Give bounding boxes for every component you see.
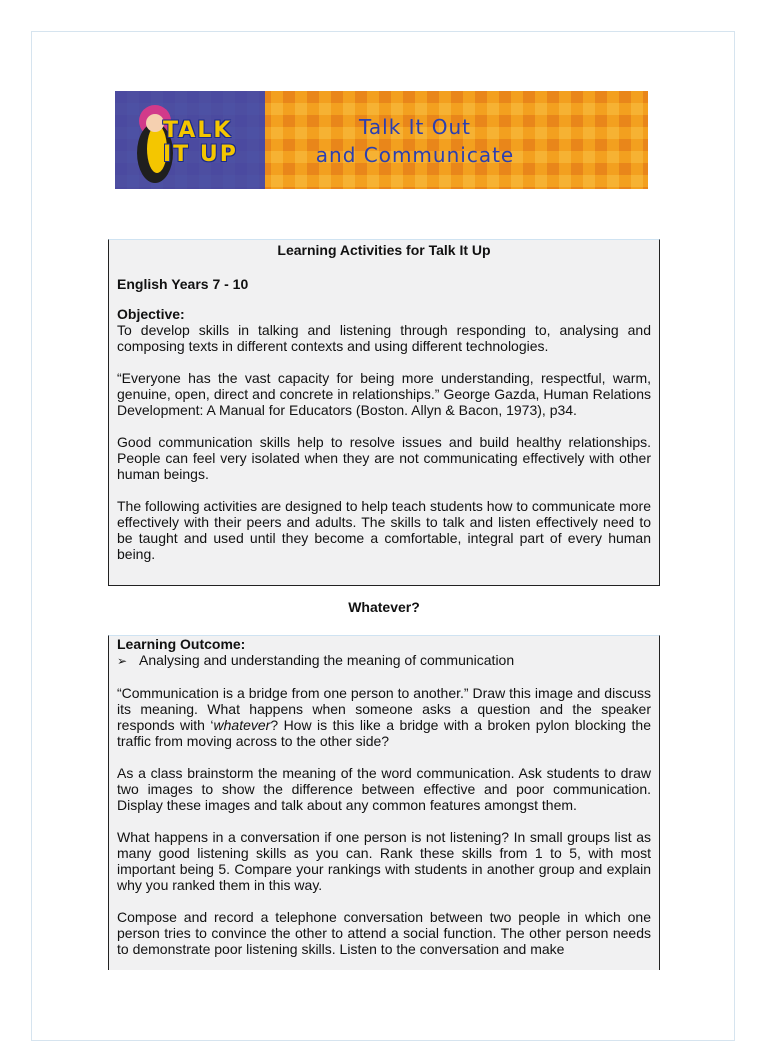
objective-text: To develop skills in talking and listening through responding to, analysing and composing texts in different contexts and using different technologies. [117, 322, 651, 354]
learning-activities-box [108, 239, 660, 586]
outcome-heading: Learning Outcome: [117, 636, 246, 652]
bullet-text: Analysing and understanding the meaning of communication [139, 652, 515, 668]
bridge-paragraph [117, 685, 651, 749]
talk-it-up-banner [115, 91, 648, 189]
gazda-quote: “Everyone has the vast capacity for being more understanding, respectful, warm, genuine, open, direct and concrete in relationships.” George Gazda, Human Relations Development: A Manual for Educators (Boston. Allyn & Bacon, 1973), p34. [117, 370, 651, 418]
year-subtitle: English Years 7 - 10 [117, 276, 249, 292]
arrow-bullet-icon: ➢ [117, 654, 128, 668]
banner-title [285, 113, 545, 169]
activities-paragraph: The following activities are designed to help teach students how to communicate more effectively with their peers and adults. The skills to talk and listen effectively need to be taught and used until they become a comfortable, integral part of every human being. [117, 498, 651, 562]
objective-heading: Objective: [117, 306, 185, 322]
bridge-text-end: ? How is this like a bridge with a broken pylon blocking the traffic from moving across to the other side? [117, 717, 651, 749]
banner-title-line-2: and Communicate [315, 143, 515, 167]
communication-paragraph: Good communication skills help to resolve issues and build healthy relationships. People can feel very isolated when they are not communicating effectively with other human beings. [117, 434, 651, 482]
outcome-bullet [117, 652, 651, 669]
bridge-italic-word: whatever [213, 717, 271, 733]
telephone-paragraph: Compose and record a telephone conversation between two people in which one person tries to convince the other to attend a social function. The other person needs to demonstrate poor listening skills. Listen to the conversation and make [117, 909, 651, 957]
banner-title-line-1: Talk It Out [358, 115, 471, 139]
box-title: Learning Activities for Talk It Up [277, 242, 491, 258]
section-title: Whatever? [348, 599, 420, 615]
logo-line-1: TALK [163, 118, 233, 143]
logo-line-2: IT UP [163, 142, 238, 167]
listening-paragraph: What happens in a conversation if one person is not listening? In small groups list as many good listening skills as you can. Rank these skills from 1 to 5, with most important being 5. Compare your rankings with students in another group and explain why you ranked them in this way. [117, 829, 651, 893]
learning-outcome-box [108, 635, 660, 970]
bridge-text-start: “Communication is a bridge from one person to another.” Draw this image and discuss its meaning. What happens when someone asks a question and the speaker responds with ‘ [117, 685, 651, 733]
banner-logo-text [163, 119, 238, 167]
brainstorm-paragraph: As a class brainstorm the meaning of the word communication. Ask students to draw two images to show the difference between effective and poor communication. Display these images and talk about any common features amongst them. [117, 765, 651, 813]
